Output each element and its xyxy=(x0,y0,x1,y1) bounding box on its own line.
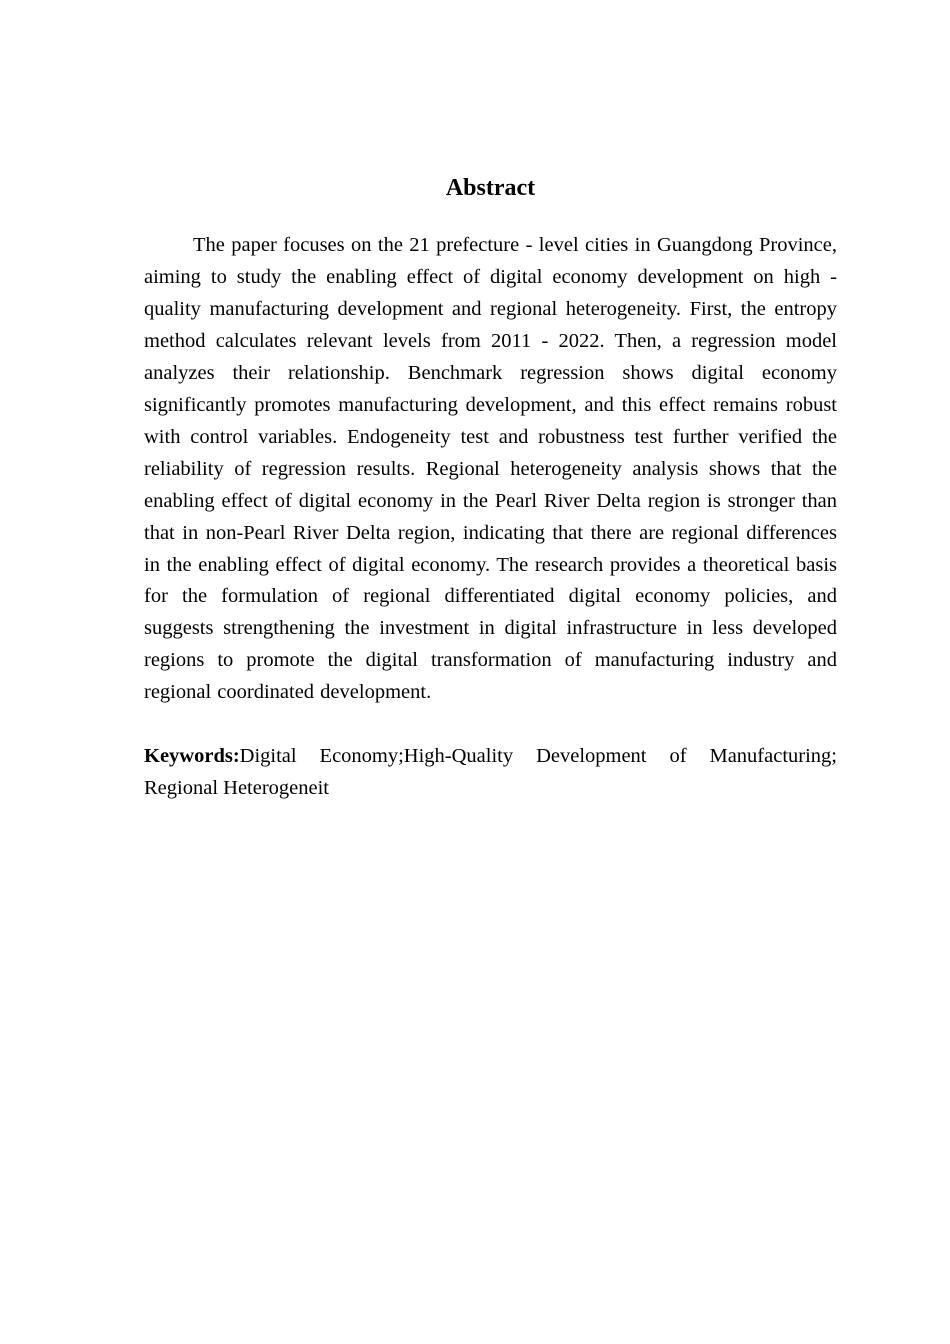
abstract-title: Abstract xyxy=(445,175,536,201)
keywords-text: Digital Economy;High-Quality Development of Manufacturing; Regional Heterogeneit xyxy=(144,745,837,800)
abstract-body: The paper focuses on the 21 prefecture - level cities in Guangdong Province, aiming to study the enabling effect of digital economy development on high - quality manufacturing development and regional heterogeneity. First, the entropy method calculates relevant levels from 2011 - 2022. Then, a regression model analyzes their relationship. Benchmark regression shows digital economy significantly promotes manufacturing development, and this effect remains robust with control variables. Endogeneity test and robustness test further verified the reliability of regression results. Regional heterogeneity analysis shows that the enabling effect of digital economy in the Pearl River Delta region is stronger than that in non-Pearl River Delta region, indicating that there are regional differences in the enabling effect of digital economy. The research provides a theoretical basis for the formulation of regional differentiated digital economy policies, and suggests strengthening the investment in digital infrastructure in less developed regions to promote the digital transformation of manufacturing industry and regional coordinated development. xyxy=(144,234,837,704)
abstract-page xyxy=(144,172,837,805)
keywords-label: Keywords: xyxy=(144,745,240,768)
keywords-paragraph xyxy=(144,741,837,805)
